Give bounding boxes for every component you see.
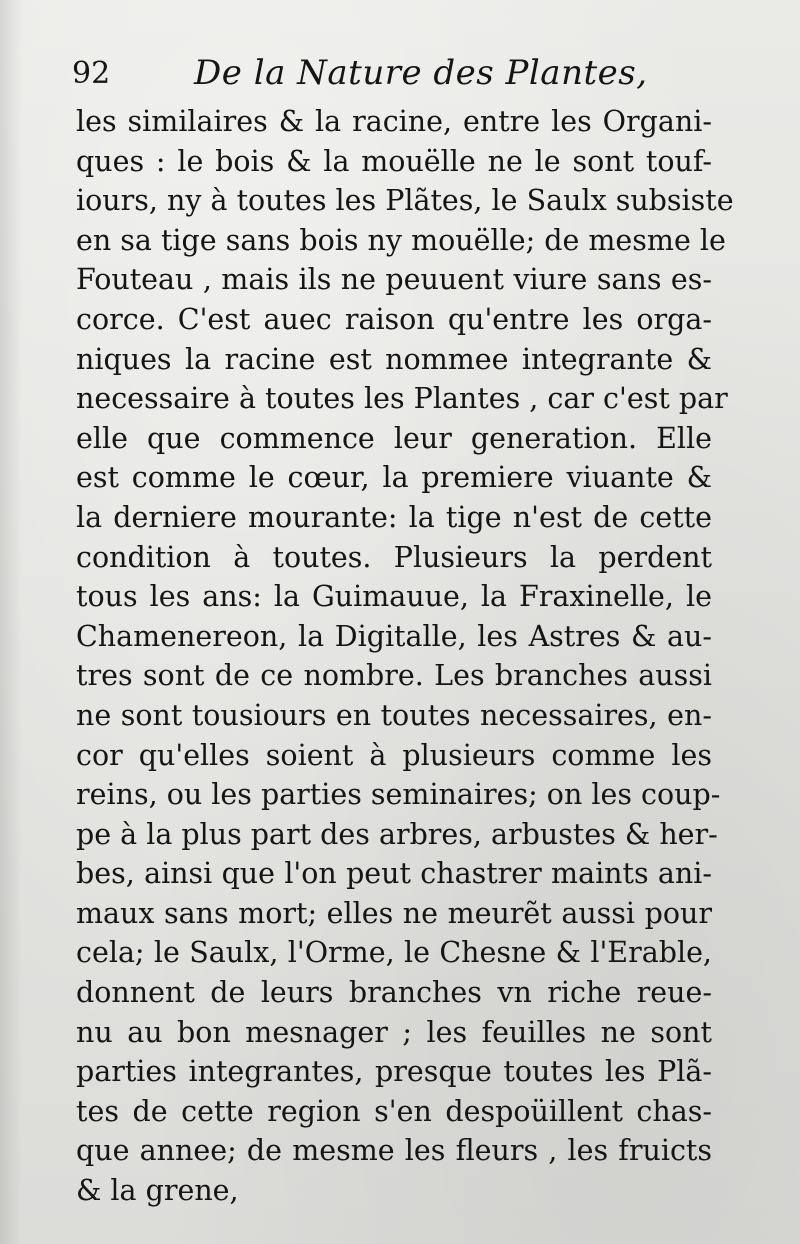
text-line: ques : le bois & la mouëlle ne le sont touf- xyxy=(76,144,712,178)
body-text xyxy=(76,102,734,1211)
text-line: donnent de leurs branches vn riche reue- xyxy=(76,976,712,1010)
text-line: ne sont tousiours en toutes necessaires, en- xyxy=(76,698,712,732)
text-line: reins, ou les parties seminaires; on les coup- xyxy=(76,778,721,812)
text-line: cor qu'elles soient à plusieurs comme les xyxy=(76,738,712,772)
text-line: tres sont de ce nombre. Les branches aussi xyxy=(76,659,712,693)
text-line: tes de cette region s'en despoüillent chas- xyxy=(76,1094,712,1128)
text-line: parties integrantes, presque toutes les Plã- xyxy=(76,1055,712,1089)
binding-shadow xyxy=(0,0,22,1244)
text-line: la derniere mourante: la tige n'est de cette xyxy=(76,500,712,534)
text-line: tous les ans: la Guimauue, la Fraxinelle, le xyxy=(76,580,712,614)
text-line: iours, ny à toutes les Plãtes, le Saulx subsiste xyxy=(76,184,734,218)
running-title: De la Nature des Plantes, xyxy=(194,53,648,93)
page-header xyxy=(72,50,648,98)
text-line: corce. C'est auec raison qu'entre les orga- xyxy=(76,302,712,336)
text-line: & la grene, xyxy=(76,1174,239,1208)
page-number: 92 xyxy=(72,56,111,91)
text-line: en sa tige sans bois ny mouëlle; de mesme le xyxy=(76,223,726,257)
text-line: est comme le cœur, la premiere viuante & xyxy=(76,461,712,495)
text-line: bes, ainsi que l'on peut chastrer maints ani- xyxy=(76,857,712,891)
text-line: maux sans mort; elles ne meurẽt aussi pour xyxy=(76,896,712,930)
text-line: pe à la plus part des arbres, arbustes & her- xyxy=(76,817,718,851)
text-line: les similaires & la racine, entre les Organi- xyxy=(76,105,712,138)
text-line: necessaire à toutes les Plantes , car c'est par xyxy=(76,382,728,416)
text-line: condition à toutes. Plusieurs la perdent xyxy=(76,540,712,574)
text-line: cela; le Saulx, l'Orme, le Chesne & l'Erable, xyxy=(76,936,712,970)
text-line: nu au bon mesnager ; les feuilles ne sont xyxy=(76,1015,712,1049)
text-line: Chamenereon, la Digitalle, les Astres & au- xyxy=(76,619,712,653)
text-line: elle que commence leur generation. Elle xyxy=(76,421,712,455)
text-line: que annee; de mesme les fleurs , les fruicts xyxy=(76,1134,712,1168)
text-line: Fouteau , mais ils ne peuuent viure sans es- xyxy=(76,263,712,297)
text-line: niques la racine est nommee integrante & xyxy=(76,342,712,376)
